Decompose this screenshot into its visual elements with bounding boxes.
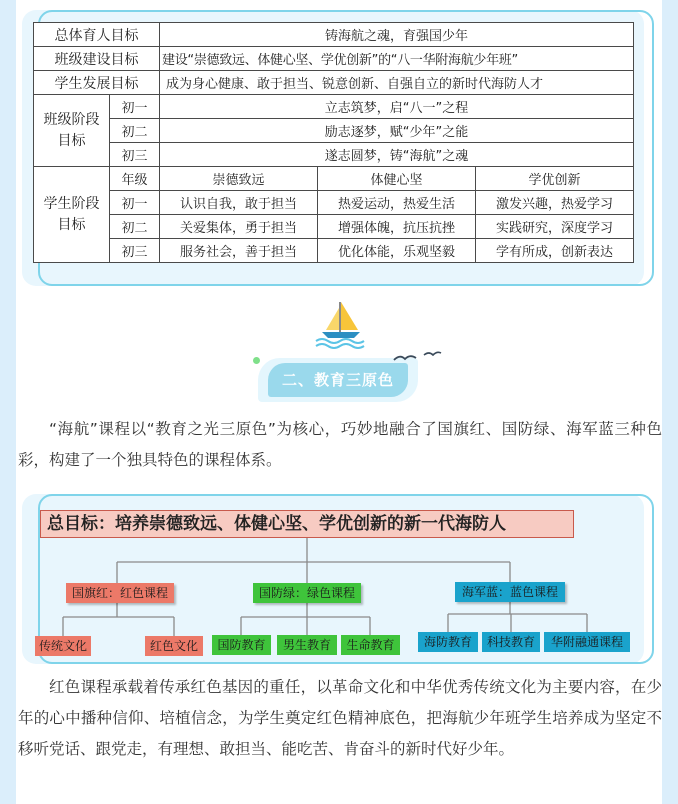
blue-child-node: 科技教育 [482, 632, 540, 652]
table-cell: 激发兴趣，热爱学习 [476, 191, 634, 215]
green-child-node: 国防教育 [212, 635, 271, 655]
overall-goal-value: 铸海航之魂，育强国少年 [160, 23, 634, 47]
blue-curriculum-node: 海军蓝：蓝色课程 [455, 582, 565, 602]
table-cell: 认识自我，敢于担当 [160, 191, 318, 215]
table-cell: 关爱集体，勇于担当 [160, 215, 318, 239]
section-title: 二、教育三原色 [268, 363, 408, 397]
table-cell: 优化体能，乐观坚毅 [318, 239, 476, 263]
green-curriculum-node: 国防绿：绿色课程 [253, 583, 361, 603]
red-curriculum-node: 国旗红：红色课程 [66, 583, 174, 603]
column-header: 年级 [110, 167, 160, 191]
class-stage-grade: 初三 [110, 143, 160, 167]
column-header: 体健心坚 [318, 167, 476, 191]
column-header: 学优创新 [476, 167, 634, 191]
class-build-value: 建设“崇德致远、体健心坚、学优创新”的“八一华附海航少年班” [160, 47, 634, 71]
class-stage-grade: 初一 [110, 95, 160, 119]
table-cell: 增强体魄，抗压抗挫 [318, 215, 476, 239]
green-child-node: 男生教育 [277, 635, 337, 655]
table-cell: 实践研究，深度学习 [476, 215, 634, 239]
blue-child-node: 海防教育 [418, 632, 478, 652]
table-cell: 服务社会，善于担当 [160, 239, 318, 263]
red-child-node: 传统文化 [35, 636, 91, 656]
student-dev-value: 成为身心健康、敢于担当、锐意创新、自强自立的新时代海防人才 [160, 71, 634, 95]
table-cell: 初一 [110, 191, 160, 215]
blue-child-node: 华附融通课程 [544, 632, 630, 652]
student-dev-label: 学生发展目标 [34, 71, 160, 95]
class-stage-goal: 遂志圆梦，铸“海航”之魂 [160, 143, 634, 167]
student-stage-label: 学生阶段目标 [34, 167, 110, 263]
intro-text: “海航”课程以“教育之光三原色”为核心，巧妙地融合了国旗红、国防绿、海军蓝三种色彩，构建了一个独具特色的课程体系。 [18, 420, 662, 469]
overall-goal-box: 总目标：培养崇德致远、体健心坚、学优创新的新一代海防人 [40, 510, 574, 538]
class-build-label: 班级建设目标 [34, 47, 160, 71]
table-cell: 初三 [110, 239, 160, 263]
class-stage-goal: 励志逐梦，赋“少年”之能 [160, 119, 634, 143]
class-stage-grade: 初二 [110, 119, 160, 143]
table-cell: 初二 [110, 215, 160, 239]
overall-goal-label: 总体育人目标 [34, 23, 160, 47]
red-curriculum-paragraph [18, 672, 662, 765]
column-header: 崇德致远 [160, 167, 318, 191]
red-child-node: 红色文化 [145, 636, 203, 656]
red-curriculum-text: 红色课程承载着传承红色基因的重任，以革命文化和中华优秀传统文化为主要内容，在少年的心中播种信仰、培植信念，为学生奠定红色精神底色，把海航少年班学生培养成为坚定不移听党话、跟党走，有理想、敢担当、能吃苦、肯奋斗的新时代好少年。 [18, 678, 662, 758]
table-cell: 学有所成，创新表达 [476, 239, 634, 263]
class-stage-goal: 立志筑梦，启“八一”之程 [160, 95, 634, 119]
table-cell: 热爱运动，热爱生活 [318, 191, 476, 215]
class-stage-label: 班级阶段目标 [34, 95, 110, 167]
green-child-node: 生命教育 [341, 635, 400, 655]
